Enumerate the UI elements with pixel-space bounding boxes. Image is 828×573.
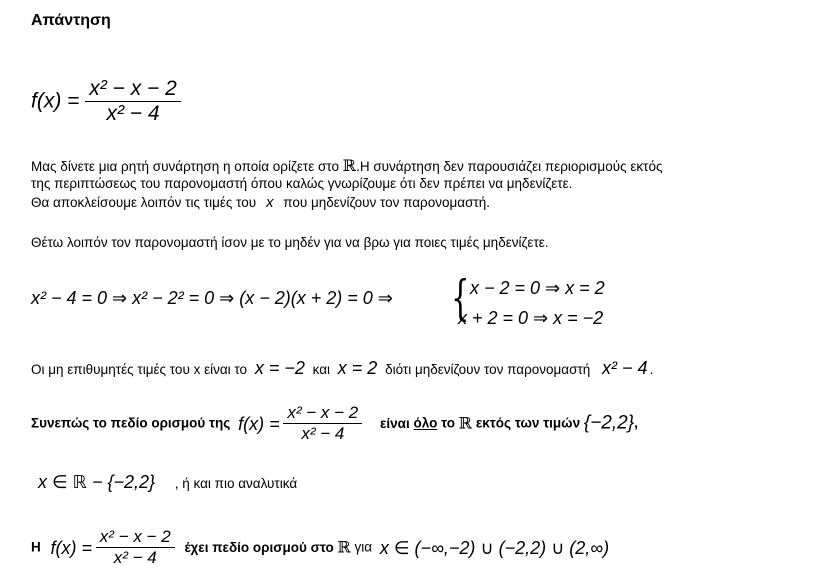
text: το [441, 415, 456, 431]
text: εκτός των τιμών [475, 415, 581, 431]
function-fraction [85, 77, 181, 126]
final-line [31, 527, 609, 568]
fraction-numerator: x² − x − 2 [99, 527, 171, 546]
text: Μας δίνετε μια ρητή συνάρτηση η οποία ορίζετε στο [31, 159, 339, 174]
case-2: x + 2 = 0 ⇒ x = −2 [458, 308, 604, 328]
fraction-denominator: x² − 4 [96, 547, 175, 568]
text: και [312, 362, 331, 377]
text: , ή και πιο αναλυτικά [174, 476, 298, 491]
conclusion-line [31, 403, 638, 444]
denominator-expression: x² − 4 [602, 358, 648, 378]
real-numbers-symbol: ℝ [337, 537, 351, 557]
conclusion-fraction [283, 403, 362, 444]
equation-chain: x² − 4 = 0 ⇒ x² − 2² = 0 ⇒ (x − 2)(x + 2) = 0 ⇒ [31, 288, 393, 308]
fraction-numerator: x² − x − 2 [287, 403, 359, 422]
undesired-values-line [31, 359, 653, 379]
underlined-word: όλο [413, 415, 438, 431]
paragraph-line: της περιπτώσεως του παρονομαστή όπου καλώς γνωρίζουμε ότι δεν πρέπει να μηδενίζετε. [31, 176, 573, 191]
excluded-set: {−2,2} [583, 412, 635, 434]
text: .Η συνάρτηση δεν παρουσιάζει περιορισμούς εκτός [356, 159, 663, 174]
fraction-denominator: x² − 4 [283, 423, 362, 444]
domain-interval: x ∈ (−∞,−2) ∪ (−2,2) ∪ (2,∞) [379, 537, 610, 558]
text: . [649, 362, 654, 377]
fraction-denominator: x² − 4 [85, 101, 181, 126]
paragraph-line [31, 157, 662, 176]
real-numbers-symbol: ℝ [342, 156, 357, 175]
domain-expression: x ∈ ℝ − {−2,2} [38, 472, 156, 492]
function-lhs: f(x) = [31, 89, 80, 113]
text: για [354, 539, 373, 555]
function-lhs: f(x) = [238, 413, 280, 434]
text: Οι μη επιθυμητές τιμές του x είναι το [31, 362, 248, 377]
final-fraction [96, 527, 175, 568]
fraction-numerator: x² − x − 2 [89, 77, 177, 100]
function-lhs: f(x) = [50, 537, 93, 558]
domain-set-line [38, 473, 297, 493]
text: είναι [380, 415, 410, 431]
text: Συνεπώς το πεδίο ορισμού της [31, 415, 231, 431]
text: Θα αποκλείσουμε λοιπόν τις τιμές του [31, 195, 257, 210]
text: , [634, 415, 638, 431]
case-1: x − 2 = 0 ⇒ x = 2 [470, 278, 605, 298]
variable-x: x [265, 194, 274, 211]
value-minus-two: x = −2 [254, 358, 305, 378]
cases-brace: { [451, 270, 470, 326]
function-definition [31, 77, 181, 126]
value-two: x = 2 [337, 358, 378, 378]
paragraph-line: Θέτω λοιπόν τον παρονομαστή ίσον με το μηδέν για να βρω για ποιες τιμές μηδενίζετε. [31, 235, 549, 250]
heading: Απάντηση [31, 12, 111, 29]
text: διότι μηδενίζουν τον παρονομαστή [385, 362, 591, 377]
text: Η [31, 539, 41, 555]
text: έχει πεδίο ορισμού στο [184, 539, 334, 555]
text: που μηδενίζουν τον παρονομαστή. [283, 195, 491, 210]
real-numbers-symbol: ℝ [458, 413, 473, 433]
paragraph-line [31, 194, 490, 212]
